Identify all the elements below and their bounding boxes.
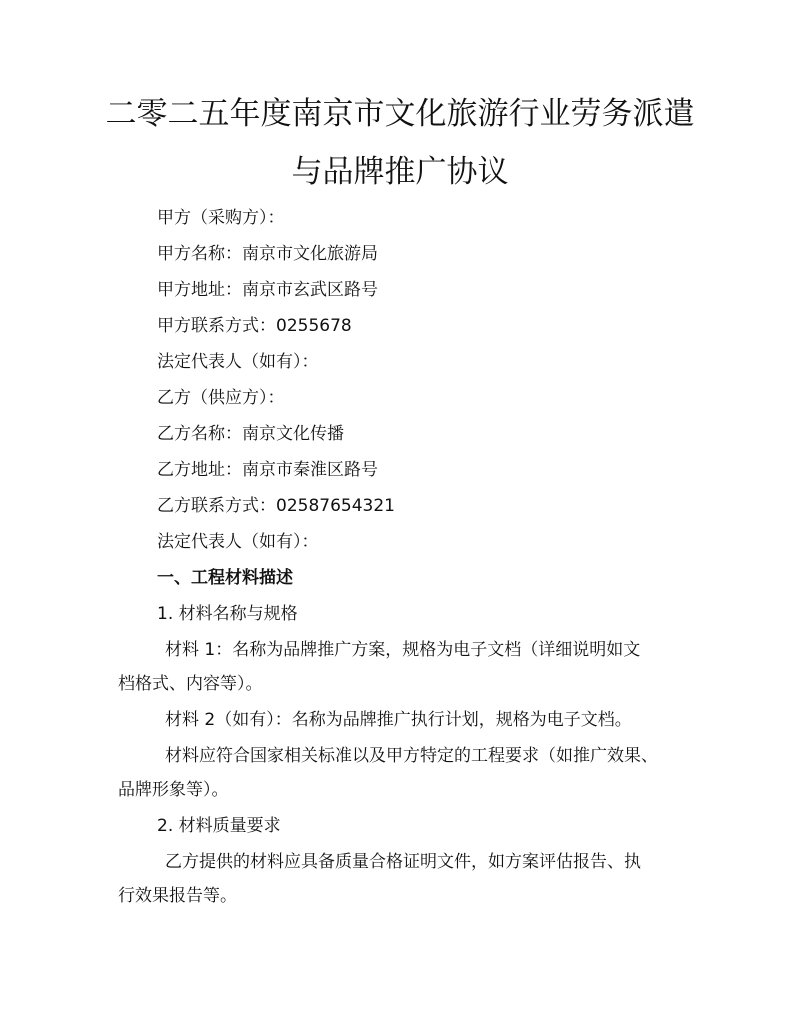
party-b-contact: 乙方联系方式：02587654321 bbox=[157, 496, 395, 516]
party-a-name: 甲方名称：南京市文化旅游局 bbox=[157, 244, 378, 264]
material-2: 材料 2（如有）：名称为品牌推广执行计划，规格为电子文档。 bbox=[165, 710, 632, 730]
standard-line-2: 品牌形象等）。 bbox=[118, 780, 229, 800]
party-b-name: 乙方名称：南京文化传播 bbox=[157, 424, 344, 444]
quality-line-1: 乙方提供的材料应具备质量合格证明文件，如方案评估报告、执 bbox=[165, 852, 641, 872]
party-b-heading: 乙方（供应方）： bbox=[157, 388, 285, 408]
party-a-heading: 甲方（采购方）： bbox=[157, 208, 285, 228]
subsection-2-heading: 2. 材料质量要求 bbox=[157, 816, 281, 836]
subsection-1-heading: 1. 材料名称与规格 bbox=[157, 604, 298, 624]
material-1-line-2: 档格式、内容等）。 bbox=[118, 674, 263, 694]
party-a-representative: 法定代表人（如有）： bbox=[157, 352, 319, 372]
party-b-representative: 法定代表人（如有）： bbox=[157, 532, 319, 552]
party-a-contact: 甲方联系方式：0255678 bbox=[157, 316, 352, 336]
section-1-heading: 一、工程材料描述 bbox=[157, 568, 293, 588]
standard-line-1: 材料应符合国家相关标准以及甲方特定的工程要求（如推广效果、 bbox=[165, 746, 658, 766]
party-a-address: 甲方地址：南京市玄武区路号 bbox=[157, 280, 378, 300]
document-title-line-1: 二零二五年度南京市文化旅游行业劳务派遣 bbox=[105, 96, 695, 132]
quality-line-2: 行效果报告等。 bbox=[118, 886, 237, 906]
party-b-address: 乙方地址：南京市秦淮区路号 bbox=[157, 460, 378, 480]
document-title-line-2: 与品牌推广协议 bbox=[291, 154, 509, 190]
material-1-line-1: 材料 1：名称为品牌推广方案，规格为电子文档（详细说明如文 bbox=[165, 640, 641, 660]
